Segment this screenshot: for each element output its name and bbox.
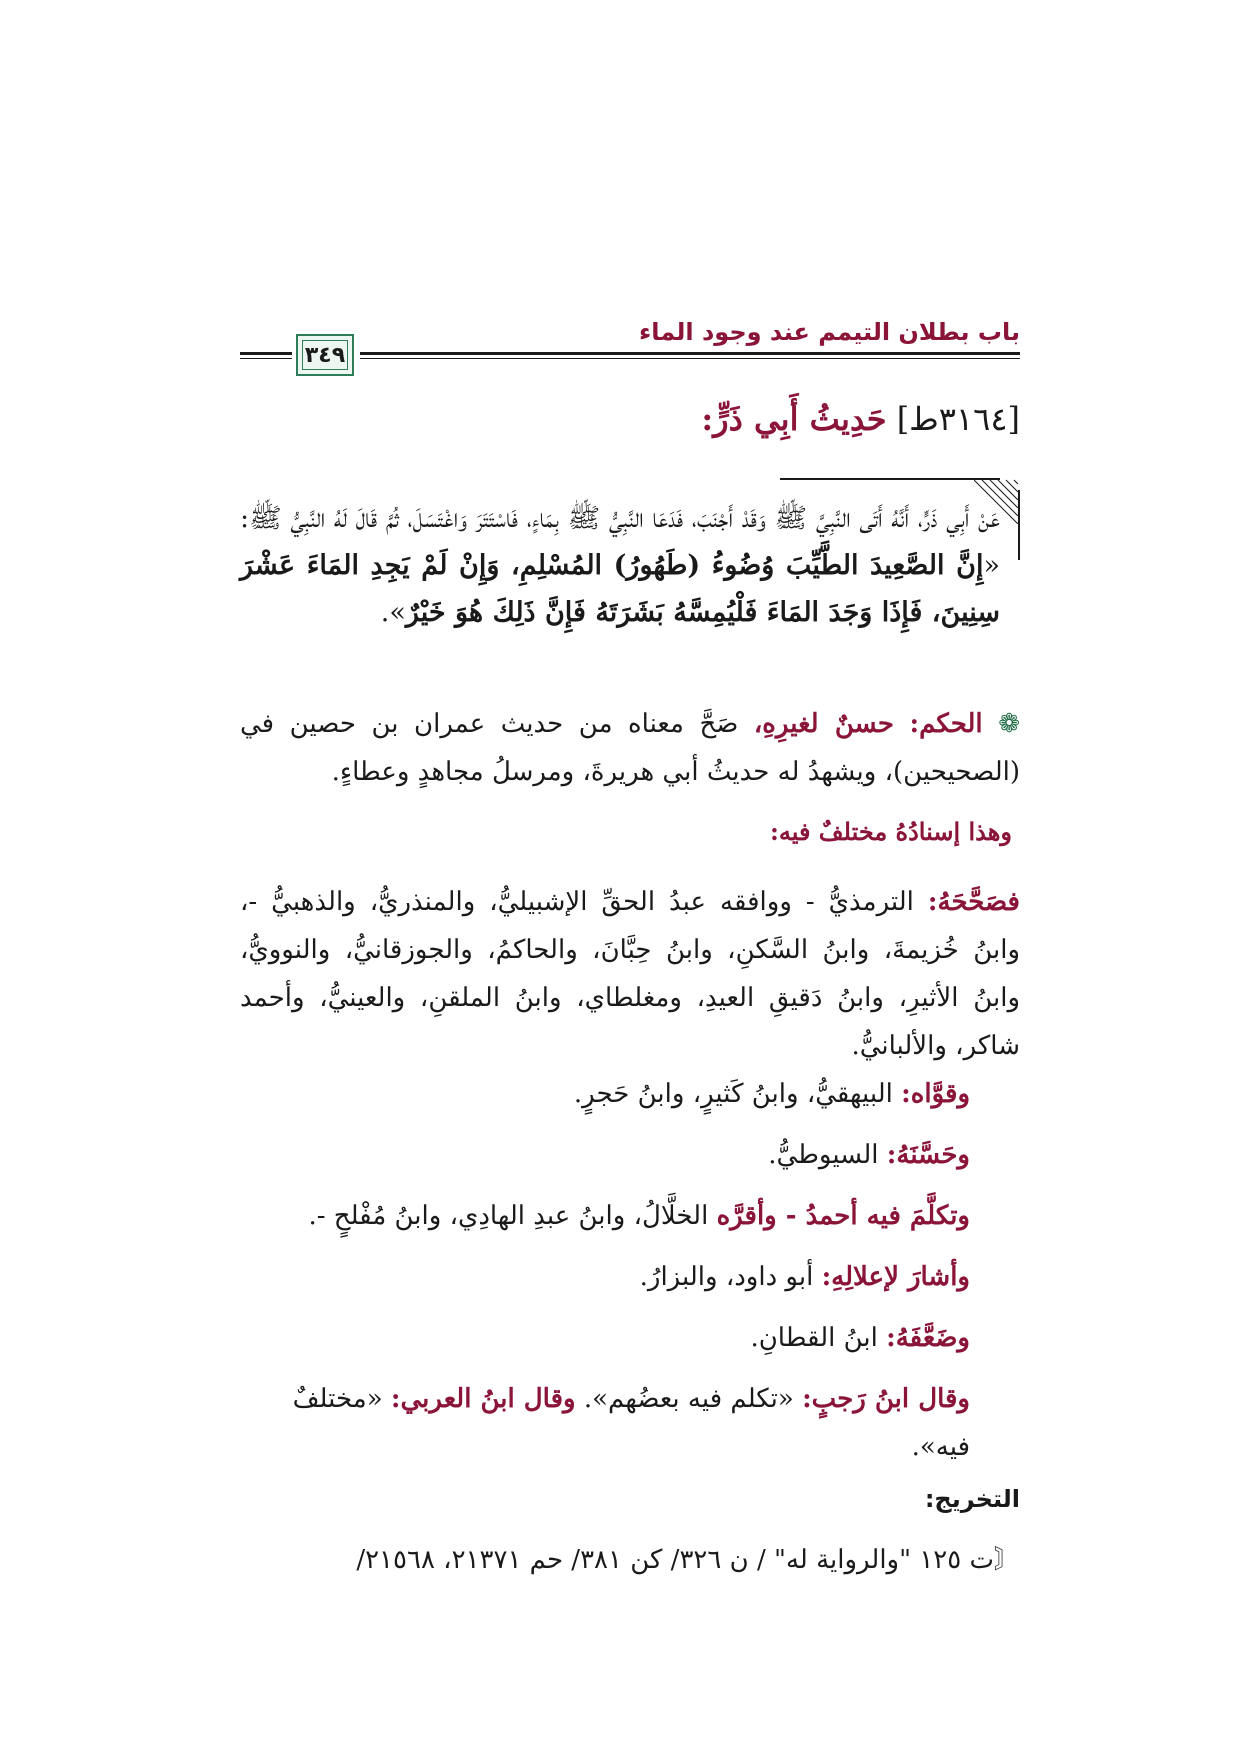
hadith-rule-top <box>780 478 1000 480</box>
hadith-text-part2: ». <box>380 597 406 628</box>
opinion-label: وتكلَّمَ فيه أحمدُ - وأقرَّه <box>716 1201 970 1231</box>
opinion-line <box>240 1314 970 1362</box>
ibn-rajab-line <box>240 1375 970 1471</box>
flower-ornament-icon: ❁ <box>998 709 1021 739</box>
ibn-rajab-quote: «تكلم فيه بعضُهم». <box>575 1384 803 1414</box>
hadith-text <box>240 495 1000 636</box>
hukm-text: صَحَّ معناه من حديث عمران بن حصين في (الصحيحين)، ويشهدُ له حديثُ أبي هريرةَ، ومرسلُ مجاهدٍ وعطاءٍ. <box>240 709 1020 787</box>
section-heading <box>320 400 1020 438</box>
isnad-note: وهذا إسنادُهُ مختلفٌ فيه: <box>770 817 1012 846</box>
ibn-arabi-quote: «مختلفٌ فيه». <box>292 1384 970 1462</box>
hadith-text-part1: عَنْ أَبِي ذَرٍّ، أَنَّهُ أَتَى النَّبِيَّ ﷺ وَقَدْ أَجْنَبَ، فَدَعَا النَّبِيُّ ﷺ بِمَاءٍ، فَاسْتَتَرَ وَاغْتَسَلَ، ثُمَّ قَالَ لَهُ النَّبِيُّ ﷺ: « <box>240 503 1000 581</box>
ibn-rajab-label: وقال ابنُ رَجبٍ: <box>802 1384 970 1414</box>
page-number-badge <box>296 334 354 376</box>
header-rule-left-thin <box>240 358 292 359</box>
opinion-line <box>240 1192 970 1240</box>
opinion-text: أبو داود، والبزارُ. <box>639 1262 822 1292</box>
opinion-line <box>240 1131 970 1179</box>
bracket-ornament-icon: 〘 <box>993 1545 1020 1575</box>
takhrij-line <box>240 1540 1020 1580</box>
hadith-title: حَدِيثُ أَبِي ذَرٍّ: <box>701 400 887 438</box>
opinion-label: وضَعَّفَهُ: <box>886 1323 970 1353</box>
sahhahahu-paragraph <box>240 878 1020 1070</box>
sahhahahu-label: فصَحَّحَهُ: <box>927 887 1020 917</box>
hukm-label: الحكم: <box>909 709 983 739</box>
header-rule-left <box>240 352 292 355</box>
opinion-text: الخلَّالُ، وابنُ عبدِ الهادِي، وابنُ مُفْلحٍ -. <box>308 1201 717 1231</box>
running-title: باب بطلان التيمم عند وجود الماء <box>639 318 1020 346</box>
sahhahahu-text: الترمذيُّ - ووافقه عبدُ الحقِّ الإشبيليُّ، والمنذريُّ، والذهبيُّ -، وابنُ خُزيمةَ، وابنُ السَّكنِ، وابنُ حِبَّانَ، والحاكمُ، والجوزقانيُّ، والنوويُّ، وابنُ الأثيرِ، وابنُ دَقيقِ العيدِ، ومغلطاي، وابنُ الملقنِ، والعينيُّ، وأحمد شاكر، والألبانيُّ. <box>240 887 1020 1061</box>
header-rule-right-thin <box>360 358 1020 359</box>
hadith-text-bold: إِنَّ الصَّعِيدَ الطَّيِّبَ وُضُوءُ (طَهُورُ) المُسْلِمِ، وَإِنْ لَمْ يَجِدِ المَاءَ عَشْرَ سِنِينَ، فَإِذَا وَجَدَ المَاءَ فَلْيُمِسَّهُ بَشَرَتَهُ فَإِنَّ ذَلِكَ هُوَ خَيْرٌ <box>240 550 1000 628</box>
hadith-rule-side <box>1018 490 1020 560</box>
hukm-paragraph <box>240 700 1020 796</box>
opinion-label: وأشارَ لإعلالِهِ: <box>821 1262 970 1292</box>
opinion-text: البيهقيُّ، وابنُ كَثيرٍ، وابنُ حَجرٍ. <box>573 1079 902 1109</box>
opinion-line <box>240 1253 970 1301</box>
opinion-label: وقوَّاه: <box>901 1079 970 1109</box>
page-number: ٣٤٩ <box>304 342 346 368</box>
opinion-text: ابنُ القطانِ. <box>750 1323 887 1353</box>
opinion-line <box>240 1070 970 1118</box>
takhrij-heading: التخريج: <box>924 1485 1020 1513</box>
opinion-text: السيوطيُّ. <box>768 1140 887 1170</box>
opinion-label: وحَسَّنَهُ: <box>886 1140 970 1170</box>
hadith-number: [٣١٦٤ط] <box>896 400 1020 438</box>
takhrij-text: ت ١٢٥ "والرواية له" / ن ٣٢٦/ كن ٣٨١/ حم ٢١٣٧١، ٢١٥٦٨/ <box>356 1545 994 1575</box>
ibn-arabi-label: وقال ابنُ العربي: <box>390 1384 576 1414</box>
header-rule-right <box>360 352 1020 355</box>
hukm-grade: حسنٌ لغيرِهِ، <box>753 709 894 739</box>
